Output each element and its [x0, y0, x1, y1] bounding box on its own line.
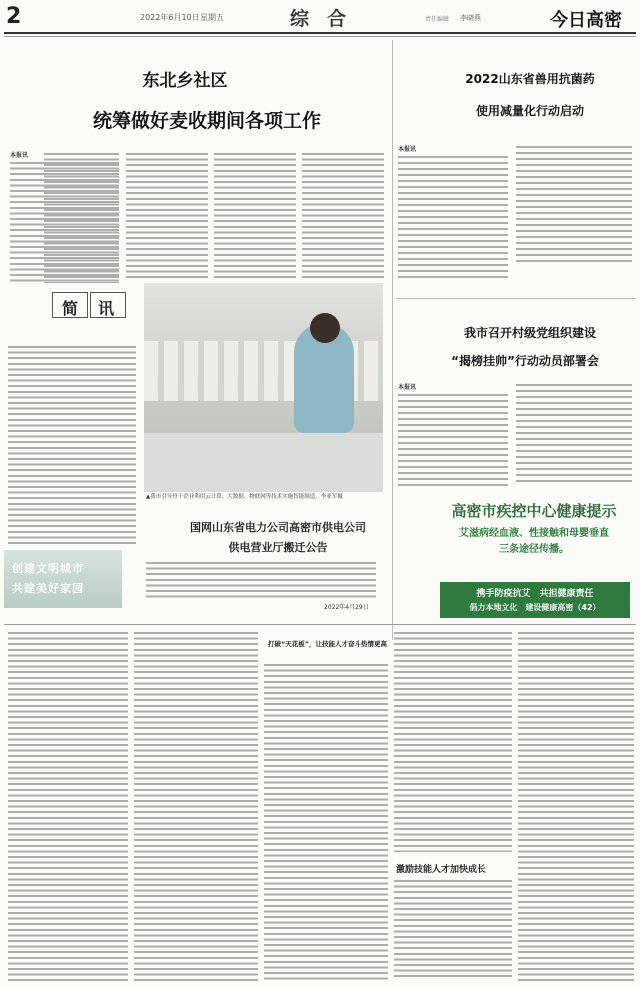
lead-text-col1b — [10, 162, 119, 282]
lead-byline: 本报讯 — [10, 152, 29, 159]
brief-text — [8, 346, 136, 546]
civic-ad-banner — [4, 550, 122, 608]
story2-text-col1 — [398, 156, 508, 282]
header-rule — [4, 32, 636, 34]
health-subtitle — [432, 526, 636, 558]
lead-text-col3 — [214, 153, 296, 281]
page-header — [0, 0, 640, 34]
health-banner-line1: 携手防疫抗艾 共担健康责任 — [476, 589, 594, 599]
ad-line2: 共建美好家园 — [12, 582, 84, 595]
weekday: 星期五 — [200, 13, 224, 22]
ad-line1: 创建文明城市 — [12, 562, 84, 575]
feature-col4 — [394, 632, 512, 852]
lead-kicker: 东北乡社区 — [142, 71, 228, 91]
feature-col4b — [394, 880, 512, 980]
header-rule-thin — [4, 36, 636, 37]
lead-text-col2 — [126, 153, 208, 281]
section-title: 综合 — [290, 8, 365, 30]
feature-col2 — [134, 632, 258, 982]
story3-byline: 本报讯 — [398, 384, 417, 391]
left-subhead: 打破“天花板”，让技能人才奋斗热情更高 — [268, 640, 388, 648]
story3-title-line2: “揭榜挂帅”行动动员部署会 — [451, 354, 599, 368]
health-title: 高密市疾控中心健康提示 — [451, 502, 617, 520]
health-banner-line2: 倡力本地文化 建设健康高密（42） — [469, 603, 601, 612]
feature-col1 — [8, 632, 128, 982]
feature-col5 — [518, 632, 634, 982]
announcement-title-line1: 国网山东省电力公司高密市供电公司 — [190, 521, 366, 534]
announcement-date: 2022年4月29日 — [324, 604, 369, 611]
feature-col3 — [264, 664, 388, 982]
editor-label: 责任编辑 — [425, 16, 450, 23]
photo-caption: ▲我市引导骨干企业利用云计算、大数据、物联网等技术实施智能制造。李亚军摄 — [146, 494, 343, 500]
announcement-title-line2: 供电营业厅搬迁公告 — [228, 541, 328, 554]
story2-byline: 本报讯 — [398, 146, 417, 153]
lower-divider — [4, 624, 636, 625]
issue-date: 2022年6月10日 — [140, 13, 200, 22]
lead-text-col4 — [302, 153, 384, 281]
story3-text-col1 — [398, 394, 508, 490]
announcement-title — [148, 518, 408, 558]
brief-label: 简讯 — [62, 299, 135, 318]
story2-title-line2: 使用减量化行动启动 — [475, 104, 584, 118]
factory-photo — [144, 283, 383, 492]
story3-text-col2 — [516, 384, 632, 486]
story-divider — [396, 298, 636, 299]
story2-title-line1: 2022山东省兽用抗菌药 — [465, 72, 595, 86]
story3-title-line1: 我市召开村级党组织建设 — [463, 326, 596, 340]
health-sub-line2: 三条途径传播。 — [499, 544, 569, 555]
health-tip-panel — [432, 500, 636, 620]
masthead-brand: 今日高密 — [550, 10, 622, 31]
mid-subhead: 激励技能人才加快成长 — [396, 865, 487, 875]
editor-name: 李晓燕 — [460, 14, 481, 22]
health-sub-line1: 艾滋病经血液、性接触和母婴垂直 — [459, 528, 609, 539]
announcement-text — [146, 562, 376, 598]
lead-title: 统筹做好麦收期间各项工作 — [92, 110, 321, 132]
page-number: 2 — [6, 4, 22, 29]
health-banner — [440, 582, 630, 618]
story2-text-col2 — [516, 146, 632, 264]
